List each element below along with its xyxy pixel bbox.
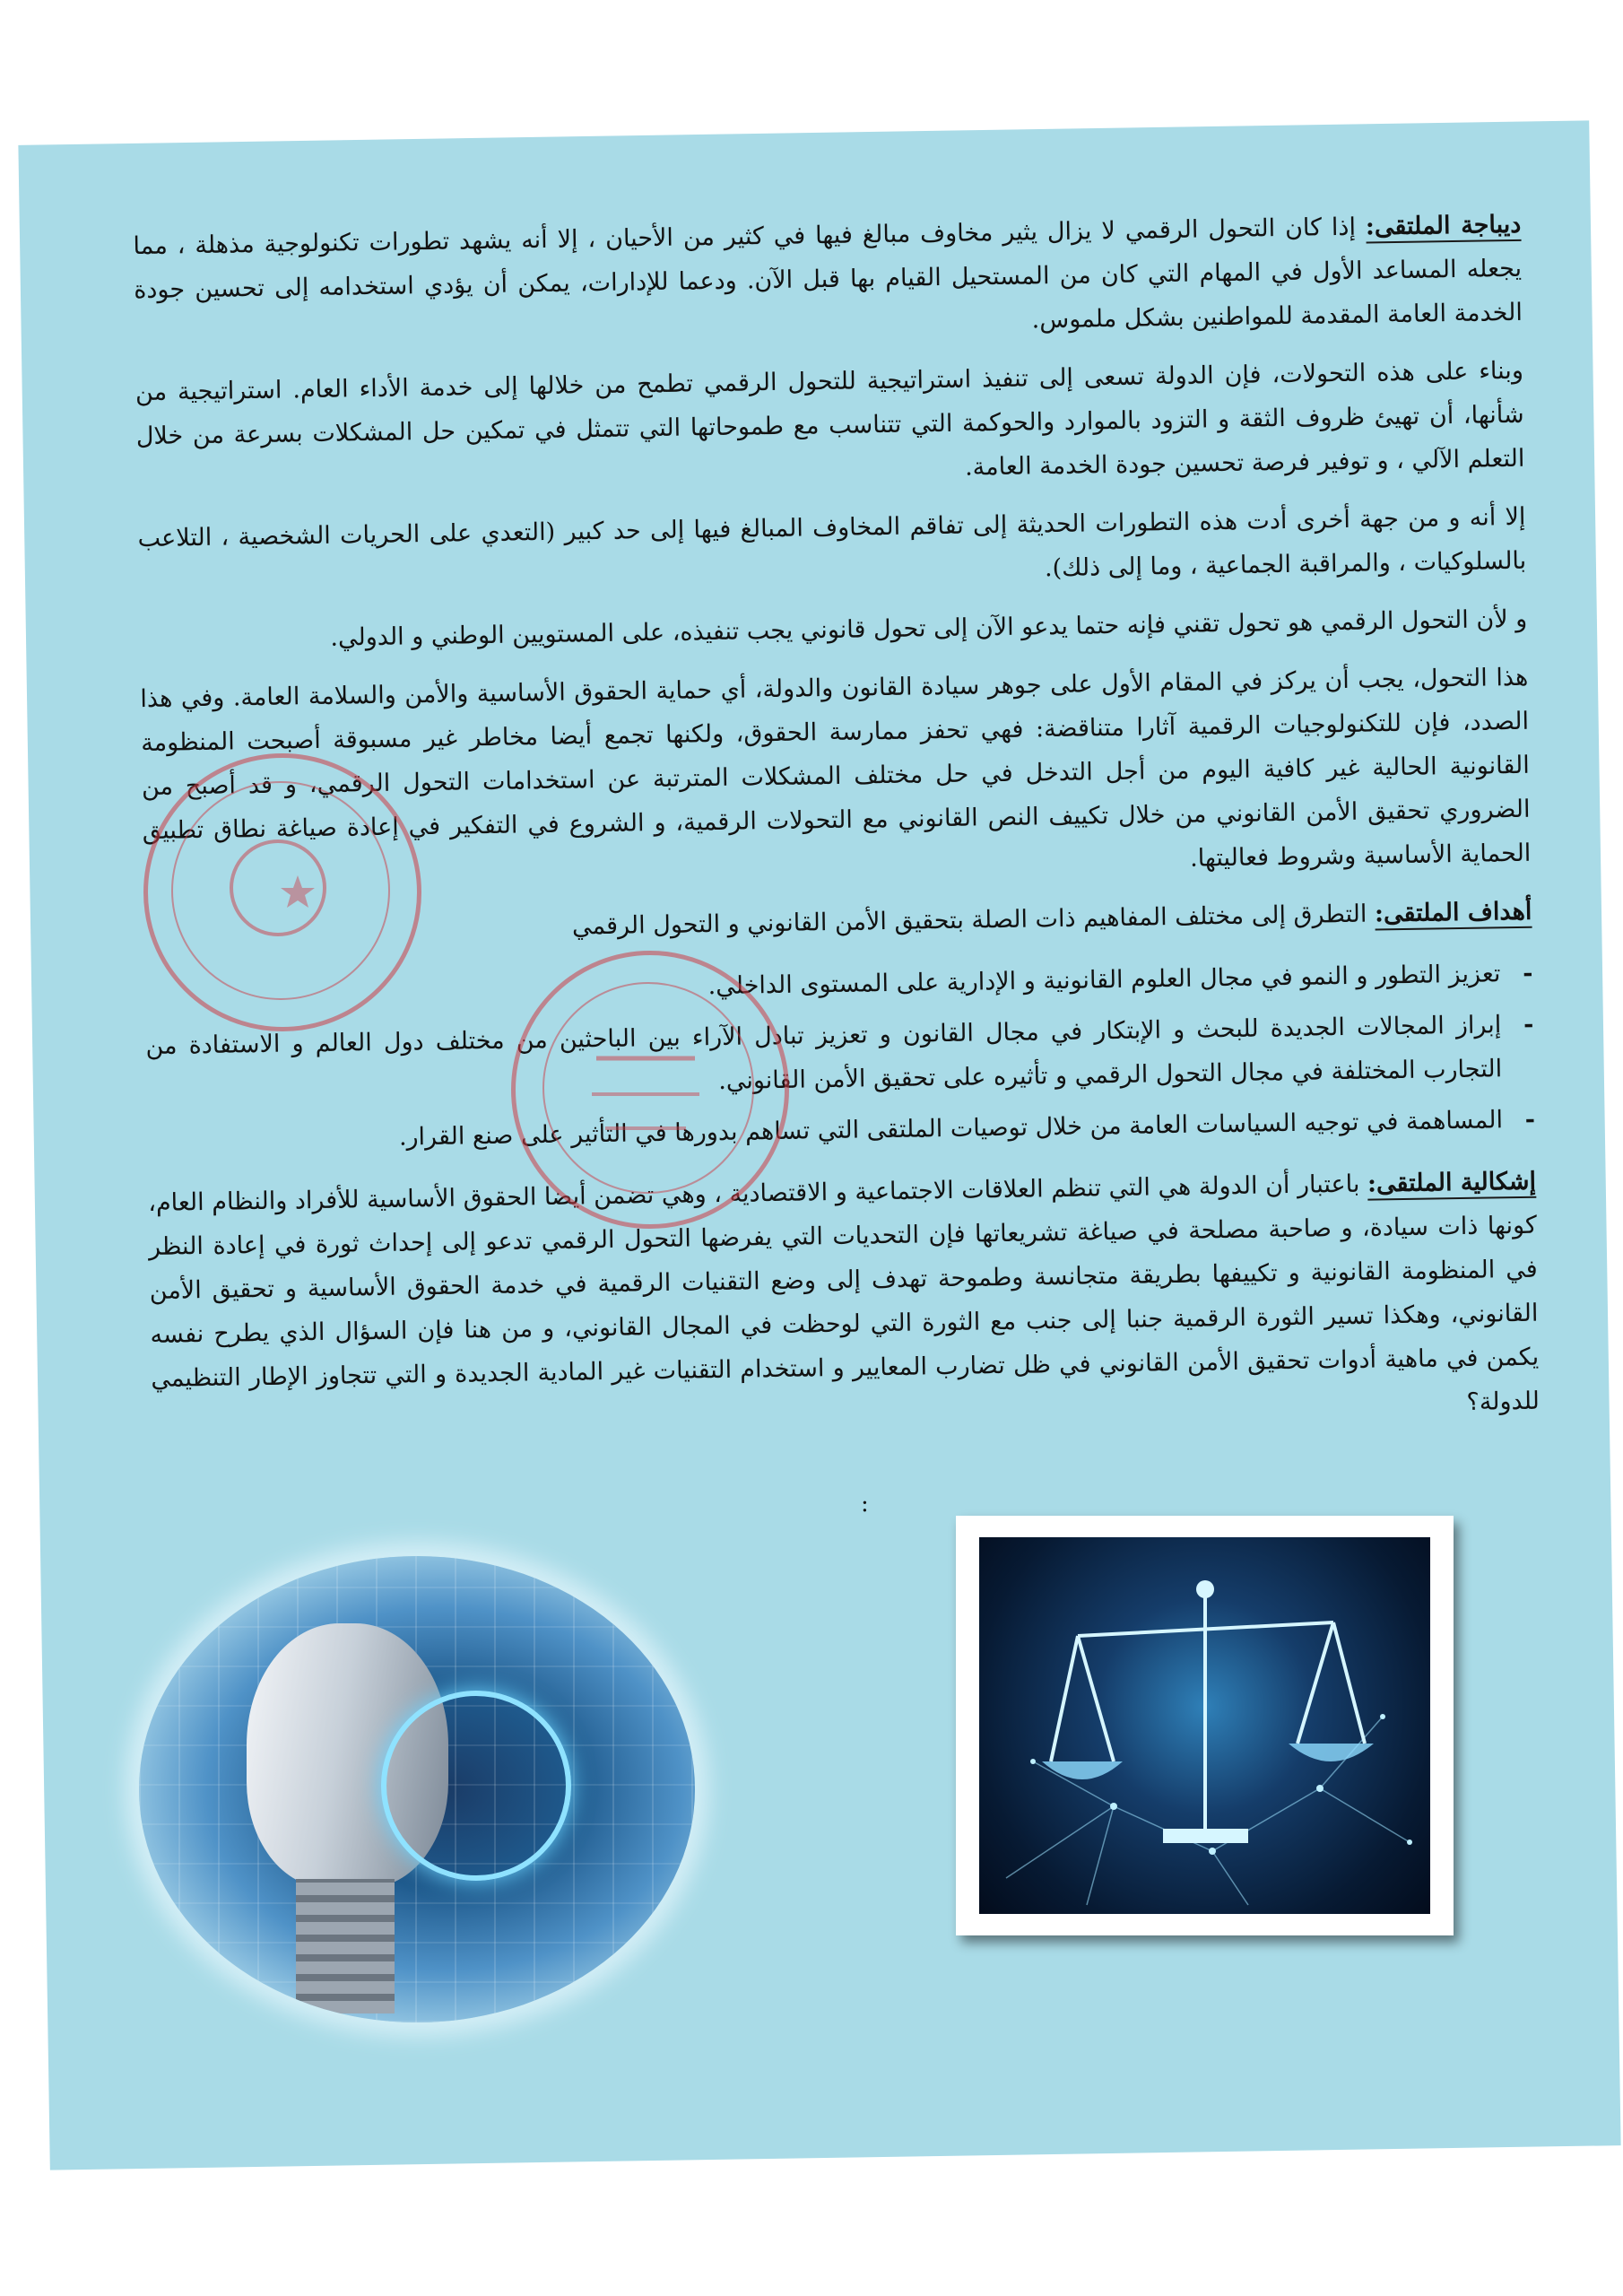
objectives-intro: التطرق إلى مختلف المفاهيم ذات الصلة بتحقيق الأمن القانوني و التحول الرقمي <box>571 900 1367 941</box>
crescent-star-icon <box>143 753 412 1022</box>
intro-paragraph-3: إلا أنه و من جهة أخرى أدت هذه التطورات الحديثة إلى تفاقم المخاوف المبالغ فيها إلى حد كبير (التعدي على الحريات الشخصية ، التلاعب بالسلوكيات ، والمراقبة الجماعية ، وما إلى ذلك). <box>137 502 1527 583</box>
objective-text: المساهمة في توجيه السياسات العامة من خلال توصيات الملتقى التي تساهم بدورها في التأثير على صنع القرار. <box>398 1106 1504 1152</box>
robot-neck-icon <box>296 1879 395 2013</box>
intro-text-1: إذا كان التحول الرقمي لا يزال يثير مخاوف مبالغ فيها في كثير من الأحيان ، إلا أنه يشهد تطورات تكنولوجية مذهلة ، مما يجعله المساعد الأول في المهام التي كان من المستحيل القيام بها قبل الآن. ودعما للإدارات، يمكن أن يؤدي استخدامه إلى تحسين جودة الخدمة العامة المقدمة للمواطنين بشكل ملموس. <box>133 213 1523 335</box>
objectives-heading: أهداف الملتقى: <box>1375 898 1532 931</box>
intro-heading: ديباجة الملتقى: <box>1366 211 1522 244</box>
bullet-dash-icon: - <box>1522 959 1533 987</box>
objective-text: إبراز المجالات الجديدة للبحث و الإبتكار في مجال القانون و تعزيز تبادل الآراء بين الباحثين من مختلف دول العالم و الاستفادة من التجارب المختلفة في مجال التحول الرقمي و تأثيره على تحقيق الأمن القانوني. <box>145 1011 1503 1096</box>
dean-stamp <box>511 951 789 1229</box>
objective-text: تعزيز التطور و النمو في مجال العلوم القانونية و الإدارية على المستوى الداخلي. <box>707 960 1501 1001</box>
official-seal-stamp <box>143 753 421 1031</box>
justice-scale-icon <box>979 1537 1430 1914</box>
problem-heading: إشكالية الملتقى: <box>1367 1168 1537 1201</box>
problem-text: باعتبار أن الدولة هي التي تنظم العلاقات الاجتماعية و الاقتصادية ، وهي تضمن أيضا الحقوق الأساسية للأفراد والنظام العام، كونها ذات سيادة، و صاحبة مصلحة في صياغة تشريعاتها فإن التحديات التي يفرضها التحول الرقمي تدعو إلى إحداث ثورة في إعادة النظر في المنظومة القانونية و تكييفها بطريقة متجانسة وطموحة تهدف إلى وضع التقنيات الرقمية في خدمة الحقوق الأساسية و تحقيق الأمن القانوني، وهكذا تسير الثورة الرقمية جنبا إلى جنب مع الثورة التي لوحظت في المجال القانوني، و من هنا فإن السؤال الذي يطرح نفسه يكمن في ماهية أدوات تحقيق الأمن القانوني في ظل تضارب المعايير و استخدام التقنيات غير المادية الجديدة و التي تتجاوز الإطار التنظيمي للدولة؟ <box>147 1170 1541 1416</box>
justice-scale-photo <box>979 1537 1430 1914</box>
holographic-ring-icon <box>381 1691 571 1881</box>
colon-mark: : <box>861 1491 869 1518</box>
intro-paragraph-4: و لأن التحول الرقمي هو تحول تقني فإنه حتما يدعو الآن إلى تحول قانوني يجب تنفيذه، على المستويين الوطني و الدولي. <box>330 604 1528 652</box>
justice-scale-photo-frame <box>956 1516 1454 1935</box>
intro-paragraph-5: هذا التحول، يجب أن يركز في المقام الأول على جوهر سيادة القانون والدولة، أي حماية الحقوق الأساسية والأمن والسلامة العامة. وفي هذا الصدد، فإن للتكنولوجيات الرقمية آثارا متناقضة: فهي تحفز ممارسة الحقوق، ولكنها تجمع أيضا مخاطر غير مسبوقة أصبحت المنظومة القانونية الحالية غير كافية اليوم من أجل التدخل في حل مختلف المشكلات المترتبة عن استخدامات التحول الرقمي، و قد أصبح من الضروري تحقيق الأمن القانوني من خلال تكييف النص القانوني مع التحولات الرقمية، و الشروع في التفكير في إعادة صياغة نطاق تطبيق الحماية الأساسية وشروط فعاليتها. <box>140 663 1532 873</box>
bullet-dash-icon: - <box>1523 1010 1534 1039</box>
bullet-dash-icon: - <box>1524 1105 1536 1134</box>
intro-paragraph-2: وبناء على هذه التحولات، فإن الدولة تسعى إلى تنفيذ استراتيجية للتحول الرقمي تطمح من خلالها إلى خدمة الأداء العام. استراتيجية من شأنها، أن تهيئ ظروف الثقة و التزود بالموارد والحوكمة التي تتناسب مع طموحاتها التي تتمثل في تمكين حل المشكلات بسرعة من خلال التعلم الآلي ، و توفير فرصة تحسين جودة الخدمة العامة. <box>135 356 1525 482</box>
ai-robot-image <box>139 1556 695 2022</box>
intro-paragraph-1 <box>133 203 1523 356</box>
problem-paragraph <box>148 1160 1540 1445</box>
stamp-lines-icon <box>511 951 780 1220</box>
